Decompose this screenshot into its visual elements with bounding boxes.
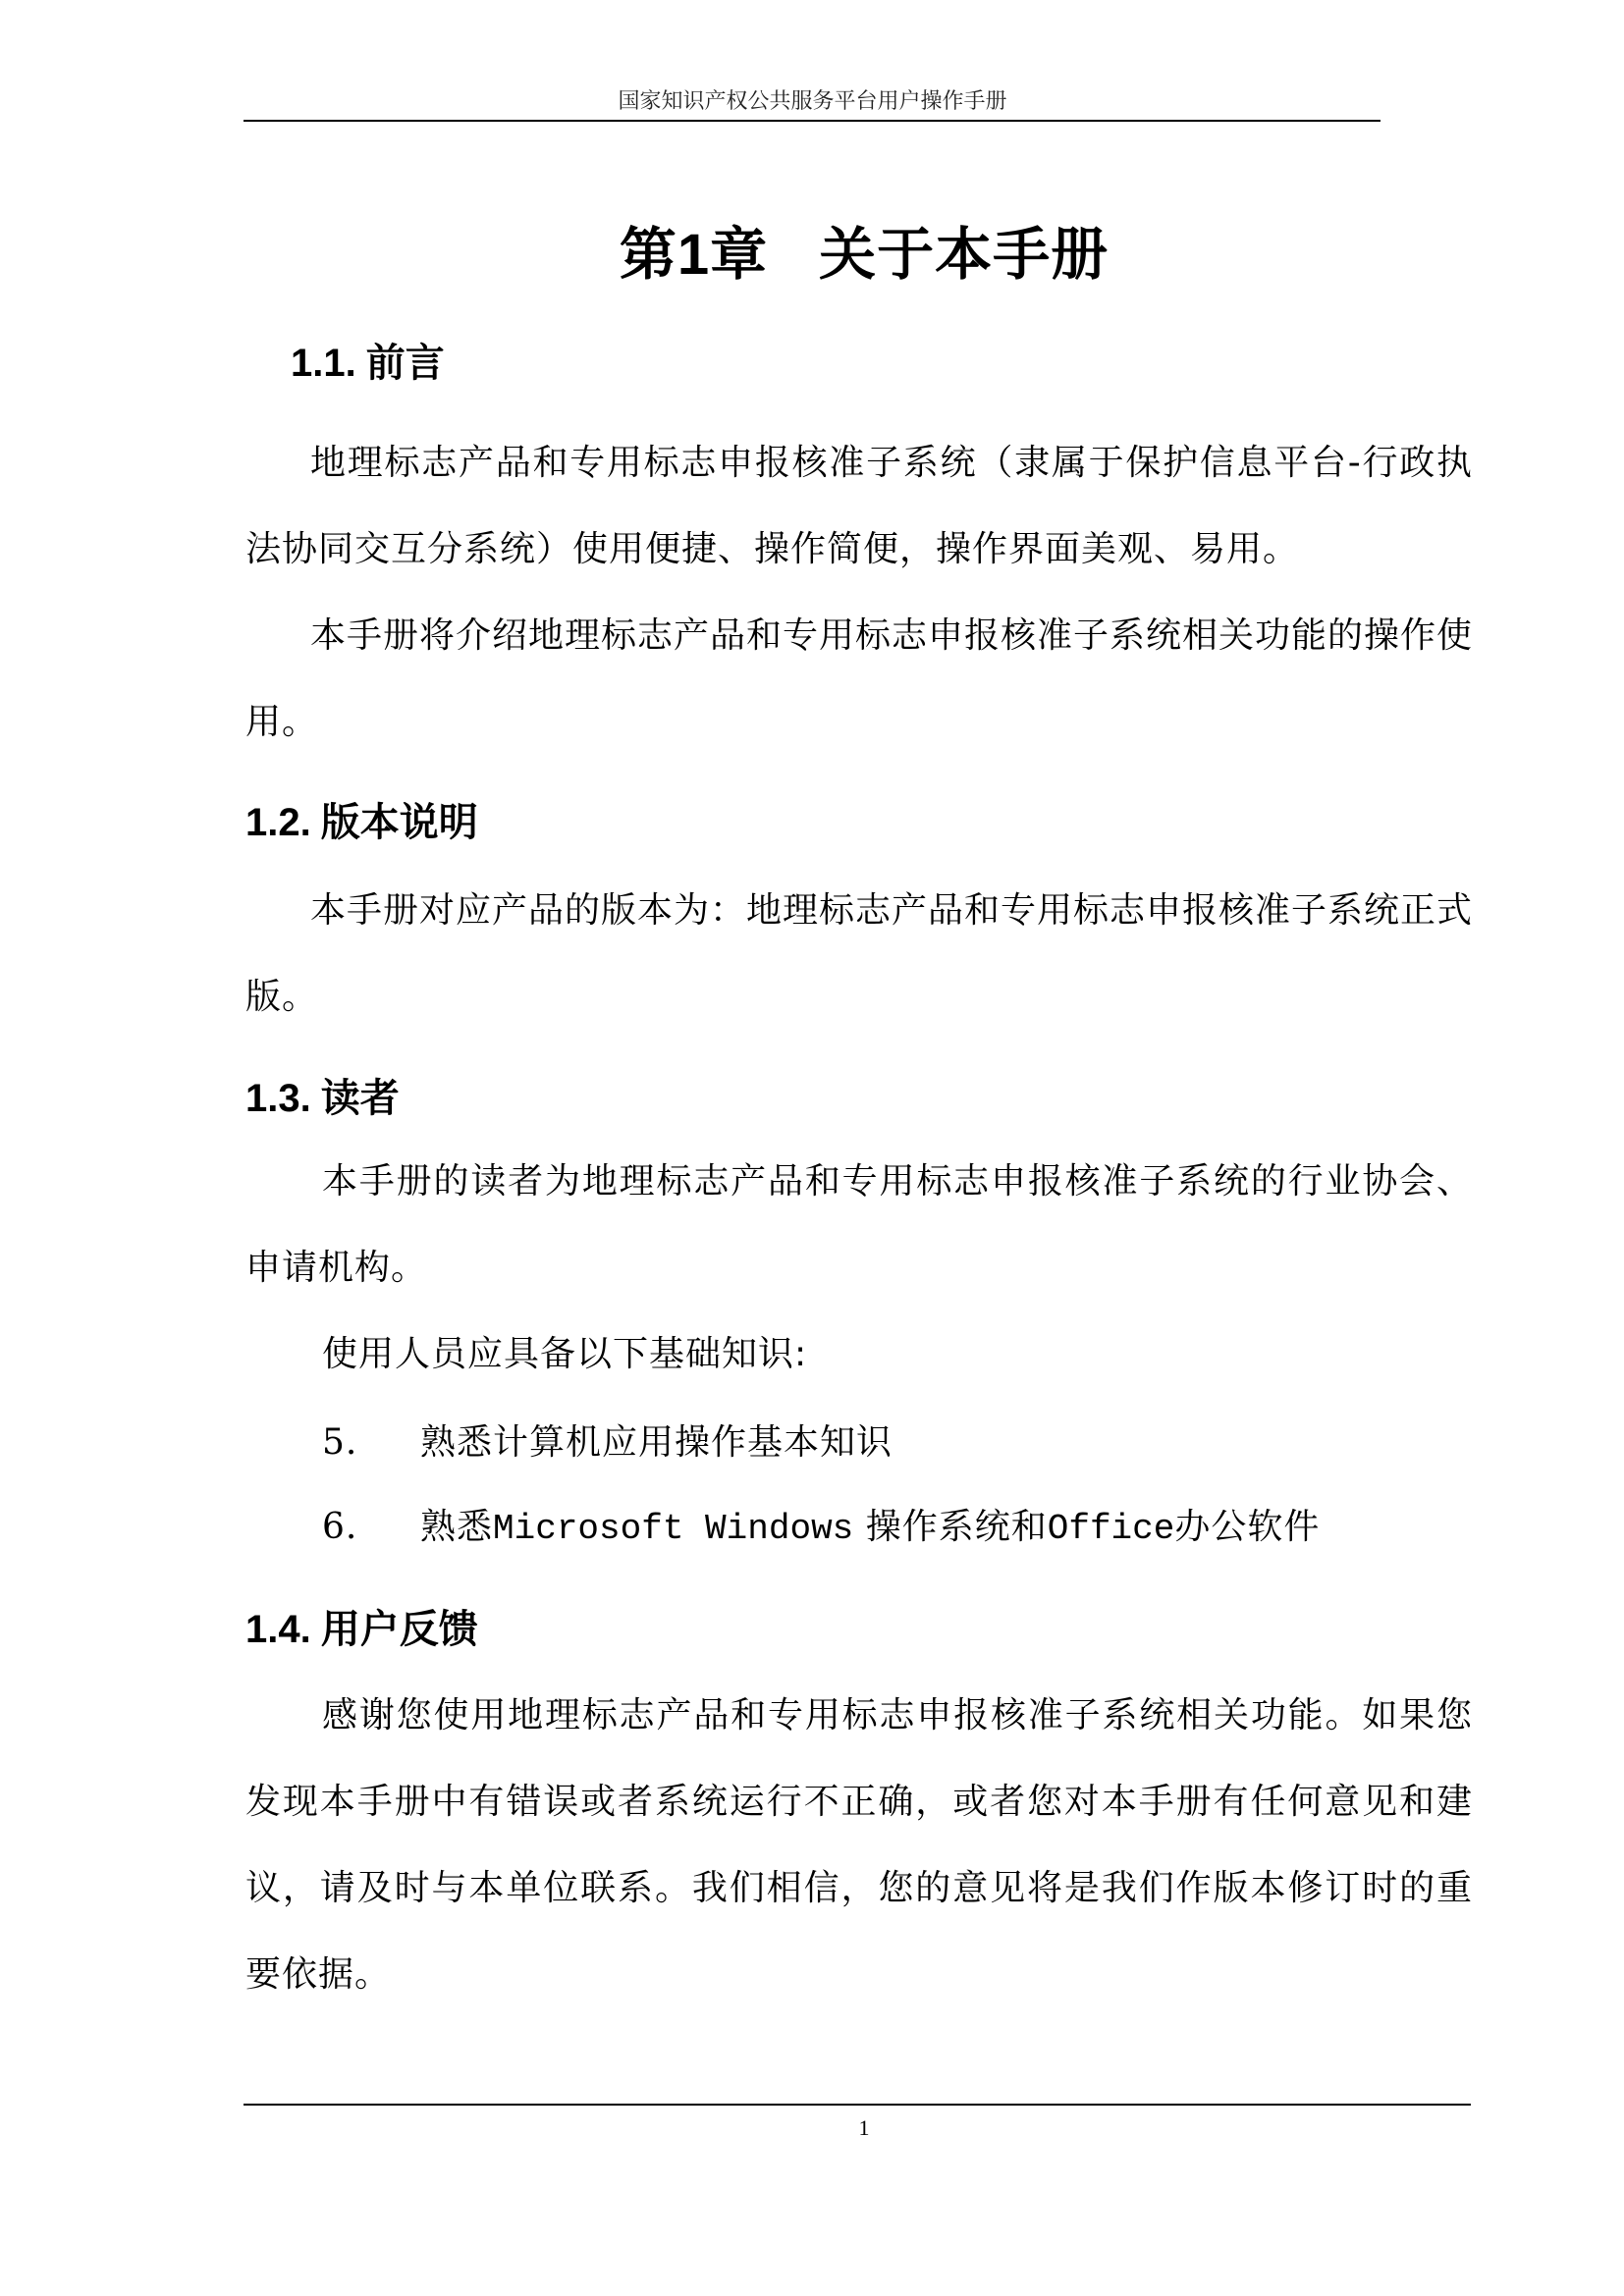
list-number: 5.: [322, 1422, 358, 1463]
section-number: 1.1.: [291, 342, 356, 385]
section-title: 前言: [365, 342, 445, 385]
list-text: 熟悉计算机应用操作基本知识: [420, 1422, 893, 1463]
list-text-post: 办公软件: [1174, 1507, 1321, 1547]
paragraph-readers-2: 使用人员应具备以下基础知识:: [322, 1334, 808, 1374]
list-number: 6.: [322, 1507, 358, 1547]
chapter-title: [0, 208, 1624, 291]
list-item: [322, 1498, 1471, 1559]
list-item: [322, 1414, 1471, 1472]
section-title: 用户反馈: [320, 1608, 478, 1651]
paragraph-preface-2: 本手册将介绍地理标志产品和专用标志申报核准子系统相关功能的操作使用。: [245, 615, 1474, 742]
section-number: 1.2.: [245, 801, 311, 844]
section-heading-readers: [245, 1067, 400, 1123]
page-number: 1: [858, 2115, 870, 2140]
header-divider: [244, 120, 1380, 122]
paragraph-readers-1: 本手册的读者为地理标志产品和专用标志申报核准子系统的行业协会、申请机构。: [245, 1161, 1473, 1288]
list-text-pre: 熟悉: [420, 1507, 494, 1547]
footer-divider: [244, 2104, 1471, 2106]
paragraph-preface-1: 地理标志产品和专用标志申报核准子系统（隶属于保护信息平台-行政执法协同交互分系统）使用便捷、操作简便，操作界面美观、易用。: [245, 443, 1473, 569]
section-heading-preface: [291, 332, 445, 388]
section-number: 1.4.: [245, 1608, 311, 1651]
list-text-office: Office: [1047, 1509, 1175, 1549]
section-number: 1.3.: [245, 1077, 311, 1120]
list-text-windows: Microsoft Windows: [493, 1509, 854, 1549]
paragraph-version-1: 本手册对应产品的版本为：地理标志产品和专用标志申报核准子系统正式版。: [245, 890, 1474, 1017]
chapter-name: 关于本手册: [819, 223, 1110, 287]
chapter-number: 第1章: [619, 223, 769, 287]
running-header: 国家知识产权公共服务平台用户操作手册: [618, 88, 1007, 113]
paragraph-feedback-1: 感谢您使用地理标志产品和专用标志申报核准子系统相关功能。如果您发现本手册中有错误或者系统运行不正确，或者您对本手册有任何意见和建议，请及时与本单位联系。我们相信，您的意见将是我们作版本修订时的重要依据。: [245, 1695, 1473, 1995]
list-text-mid: 操作系统和: [853, 1507, 1048, 1547]
section-title: 读者: [320, 1077, 400, 1120]
section-heading-version: [245, 791, 478, 847]
section-heading-feedback: [245, 1598, 478, 1654]
section-title: 版本说明: [320, 801, 478, 844]
